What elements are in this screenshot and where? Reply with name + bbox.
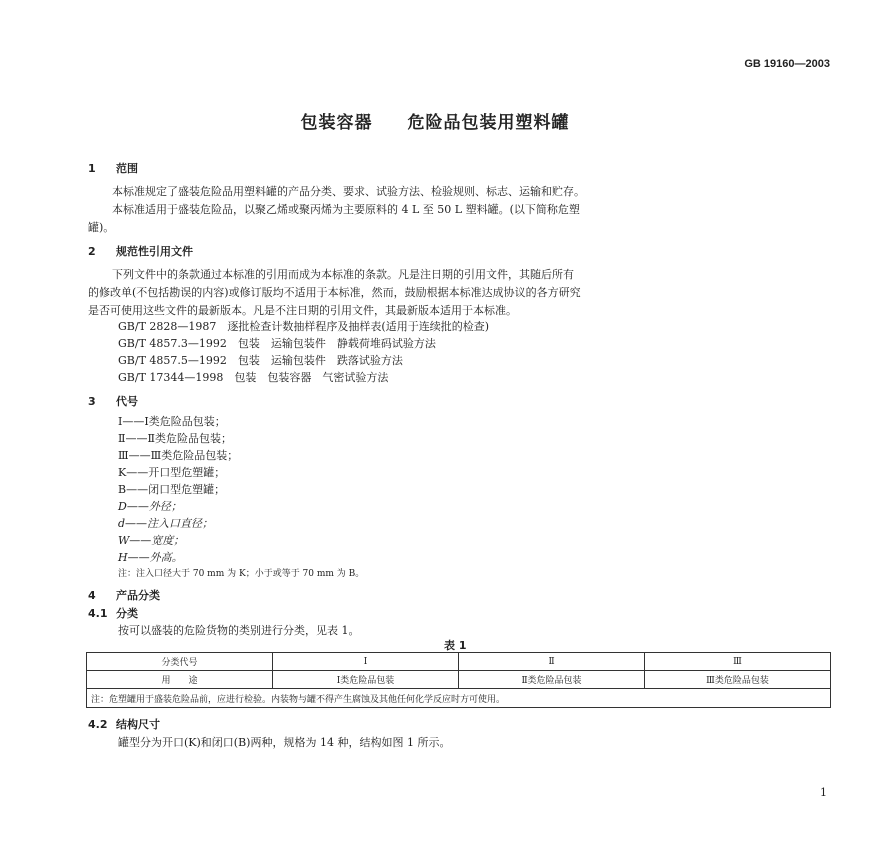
table-row xyxy=(87,689,831,708)
symbol-item: H——外高。 xyxy=(118,551,183,564)
symbol-item: Ⅱ——Ⅱ类危险品包装； xyxy=(118,432,232,445)
section-2-paragraph-line-1: 下列文件中的条款通过本标准的引用而成为本标准的条款。凡是注日期的引用文件，其随后所有 xyxy=(112,268,574,281)
section-1-paragraph-2-line-2: 罐)。 xyxy=(88,221,115,234)
table-cell: 分类代号 xyxy=(87,653,273,671)
section-title: 规范性引用文件 xyxy=(116,245,193,258)
subsection-number: 4.2 xyxy=(88,718,108,731)
section-3-heading xyxy=(88,393,138,409)
section-number: 3 xyxy=(88,395,96,408)
title-part-2: 危险品包装用塑料罐 xyxy=(407,113,570,133)
page-number: 1 xyxy=(820,786,827,799)
reference-item: GB/T 4857.5—1992 包装 运输包装件 跌落试验方法 xyxy=(118,354,403,367)
reference-item: GB/T 2828—1987 逐批检查计数抽样程序及抽样表(适用于连续批的检查) xyxy=(118,320,489,333)
section-title: 产品分类 xyxy=(116,589,160,602)
reference-item: GB/T 17344—1998 包装 包装容器 气密试验方法 xyxy=(118,371,389,384)
table-note: 注：危塑罐用于盛装危险品前，应进行检验。内装物与罐不得产生腐蚀及其他任何化学反应时方可使用。 xyxy=(87,689,831,708)
table-row xyxy=(87,653,831,671)
section-1-paragraph-2-line-1: 本标准适用于盛装危险品，以聚乙烯或聚丙烯为主要原料的 4 L 至 50 L 塑料罐。(以下简称危塑 xyxy=(112,203,580,216)
section-number: 1 xyxy=(88,162,96,175)
section-4-heading xyxy=(88,587,160,603)
title-part-1: 包装容器 xyxy=(300,113,373,133)
table-cell: Ⅲ类危险品包装 xyxy=(645,671,831,689)
table-cell: 用 途 xyxy=(87,671,273,689)
section-4-2-heading xyxy=(88,716,160,732)
section-1-heading xyxy=(88,160,138,176)
symbol-item: D——外径； xyxy=(118,500,182,513)
table-cell: Ⅱ xyxy=(459,653,645,671)
symbol-item: K——开口型危塑罐； xyxy=(118,466,226,479)
symbol-item: Ⅲ——Ⅲ类危险品包装； xyxy=(118,449,239,462)
symbol-item: Ⅰ——Ⅰ类危险品包装； xyxy=(118,415,226,428)
table-row xyxy=(87,671,831,689)
section-4-1-paragraph: 按可以盛装的危险货物的类别进行分类，见表 1。 xyxy=(118,624,360,637)
section-4-1-heading xyxy=(88,605,138,621)
subsection-number: 4.1 xyxy=(88,607,108,620)
subsection-title: 结构尺寸 xyxy=(116,718,160,731)
symbol-item: d——注入口直径； xyxy=(118,517,214,530)
section-title: 范围 xyxy=(116,162,138,175)
section-2-paragraph-line-2: 的修改单(不包括勘误的内容)或修订版均不适用于本标准，然而，鼓励根据本标准达成协议的各方研究 xyxy=(88,286,581,299)
subsection-title: 分类 xyxy=(116,607,138,620)
classification-table xyxy=(86,652,831,708)
section-2-paragraph-line-3: 是否可使用这些文件的最新版本。凡是不注日期的引用文件，其最新版本适用于本标准。 xyxy=(88,304,517,317)
reference-item: GB/T 4857.3—1992 包装 运输包装件 静载荷堆码试验方法 xyxy=(118,337,436,350)
section-4-2-paragraph: 罐型分为开口(K)和闭口(B)两种，规格为 14 种，结构如图 1 所示。 xyxy=(118,736,451,749)
symbol-note: 注：注入口径大于 70 mm 为 K；小于或等于 70 mm 为 B。 xyxy=(118,569,365,579)
section-1-paragraph-1: 本标准规定了盛装危险品用塑料罐的产品分类、要求、试验方法、检验规则、标志、运输和贮存。 xyxy=(112,185,585,198)
table-cell: Ⅱ类危险品包装 xyxy=(459,671,645,689)
document-title xyxy=(0,108,870,133)
symbol-item: B——闭口型危塑罐； xyxy=(118,483,226,496)
section-number: 2 xyxy=(88,245,96,258)
table-cell: Ⅲ xyxy=(645,653,831,671)
section-title: 代号 xyxy=(116,395,138,408)
section-number: 4 xyxy=(88,589,96,602)
symbol-item: W——宽度； xyxy=(118,534,185,547)
table-cell: Ⅰ类危险品包装 xyxy=(273,671,459,689)
standard-code: GB 19160—2003 xyxy=(744,58,830,70)
section-2-heading xyxy=(88,243,193,259)
table-caption: 表 1 xyxy=(444,639,467,652)
table-cell: Ⅰ xyxy=(273,653,459,671)
